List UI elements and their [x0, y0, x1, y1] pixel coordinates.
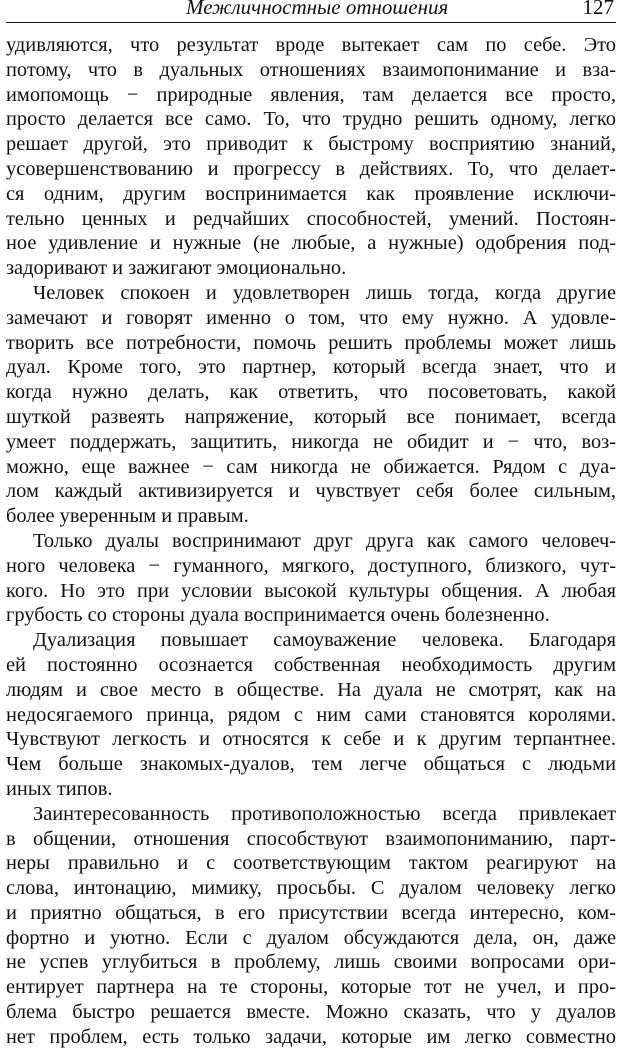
text-line: шуткой развеять напряжение, который все понимает, всегда	[6, 405, 616, 428]
text-line: ное удивление и нужные (не любые, а нужные) одобрения под-	[6, 232, 616, 255]
text-line: людям и свое место в обществе. На дуала не смотрят, как на	[6, 678, 616, 701]
text-line: можно, еще важнее − сам никогда не обижается. Рядом с дуа-	[6, 455, 616, 478]
text-line: Дуализация повышает самоуважение человека. Благодаря	[33, 629, 616, 652]
text-line: имопомощь − природные явления, там делается все просто,	[6, 83, 616, 106]
paragraph	[6, 529, 616, 628]
text-line: иных типов.	[6, 777, 113, 800]
text-line: усовершенствованию и прогрессу в действиях. То, что делает-	[6, 157, 616, 180]
text-line: ся одним, другим воспринимается как проявление исключи-	[6, 182, 616, 205]
paragraph	[6, 281, 616, 529]
text-line: удивляются, что результат вроде вытекает сам по себе. Это	[6, 34, 616, 56]
text-line: Только дуалы воспринимают друг друга как самого человеч-	[33, 529, 616, 552]
text-line: лом каждый активизируется и чувствует себя более сильным,	[6, 480, 616, 503]
text-line: слова, интонацию, мимику, просьбы. С дуалом человеку легко	[6, 877, 616, 900]
text-line: и приятно общаться, в его присутствии всегда интересно, ком-	[6, 901, 616, 924]
text-line: Человек спокоен и удовлетворен лишь тогда, когда другие	[33, 281, 616, 304]
text-line: когда нужно делать, как ответить, что посоветовать, какой	[6, 381, 616, 404]
text-line: неры правильно и с соответствующим тактом реагируют на	[6, 852, 616, 875]
text-line: не успев углубиться в проблему, лишь своими вопросами ори-	[6, 951, 616, 974]
text-line: решает другой, это приводит к быстрому восприятию знаний,	[6, 133, 616, 156]
text-line: недосягаемого принца, рядом с ним сами становятся королями.	[6, 703, 616, 726]
text-line: Заинтересованность противоположностью всегда привлекает	[33, 802, 616, 825]
page-number: 127	[582, 0, 614, 19]
page-header	[6, 0, 616, 22]
text-line: кого. Но это при условии высокой культуры общения. А любая	[6, 579, 616, 602]
paragraph	[6, 33, 616, 281]
text-line: ного человека − гуманного, мягкого, доступного, близкого, чут-	[6, 554, 616, 577]
text-line: дуал. Кроме того, это партнер, который всегда знает, что и	[6, 356, 616, 379]
text-line: просто делается все само. То, что трудно решить одному, легко	[6, 108, 616, 131]
text-line: Чувствуют легкость и относятся к себе и к другим терпантнее.	[6, 728, 616, 751]
text-line: более уверенным и правым.	[6, 505, 249, 528]
text-line: нет проблем, есть только задачи, которые им легко совместно	[6, 1025, 616, 1048]
text-line: потому, что в дуальных отношениях взаимопонимание и вза-	[6, 58, 616, 81]
paragraph	[6, 802, 616, 1050]
text-line: ентирует партнера на те стороны, которые тот не учел, и про-	[6, 976, 616, 999]
text-line: блема быстро решается вместе. Можно сказать, что у дуалов	[6, 1001, 616, 1024]
text-line: задоривают и зажигают эмоционально.	[6, 257, 347, 280]
running-title: Межличностные отношения	[186, 0, 449, 19]
text-line: фортно и уютно. Если с дуалом обсуждаются дела, он, даже	[6, 926, 616, 949]
text-line: Чем больше знакомых-дуалов, тем легче общаться с людьми	[6, 753, 616, 776]
body-text	[6, 33, 616, 1050]
header-rule	[6, 22, 616, 23]
text-line: творить все потребности, помочь решить проблемы может лишь	[6, 331, 616, 354]
text-line: грубость со стороны дуала воспринимается очень болезненно.	[6, 604, 550, 627]
text-line: умеет поддержать, защитить, никогда не обидит и − что, воз-	[6, 430, 616, 453]
text-line: замечают и говорят именно о том, что ему нужно. А удовле-	[6, 306, 616, 329]
text-line: ей постоянно осознается собственная необходимость другим	[6, 653, 616, 676]
text-line: в общении, отношения способствуют взаимопониманию, парт-	[6, 827, 616, 850]
text-line: тельно ценных и редчайших способностей, умений. Постоян-	[6, 207, 616, 230]
paragraph	[6, 628, 616, 802]
